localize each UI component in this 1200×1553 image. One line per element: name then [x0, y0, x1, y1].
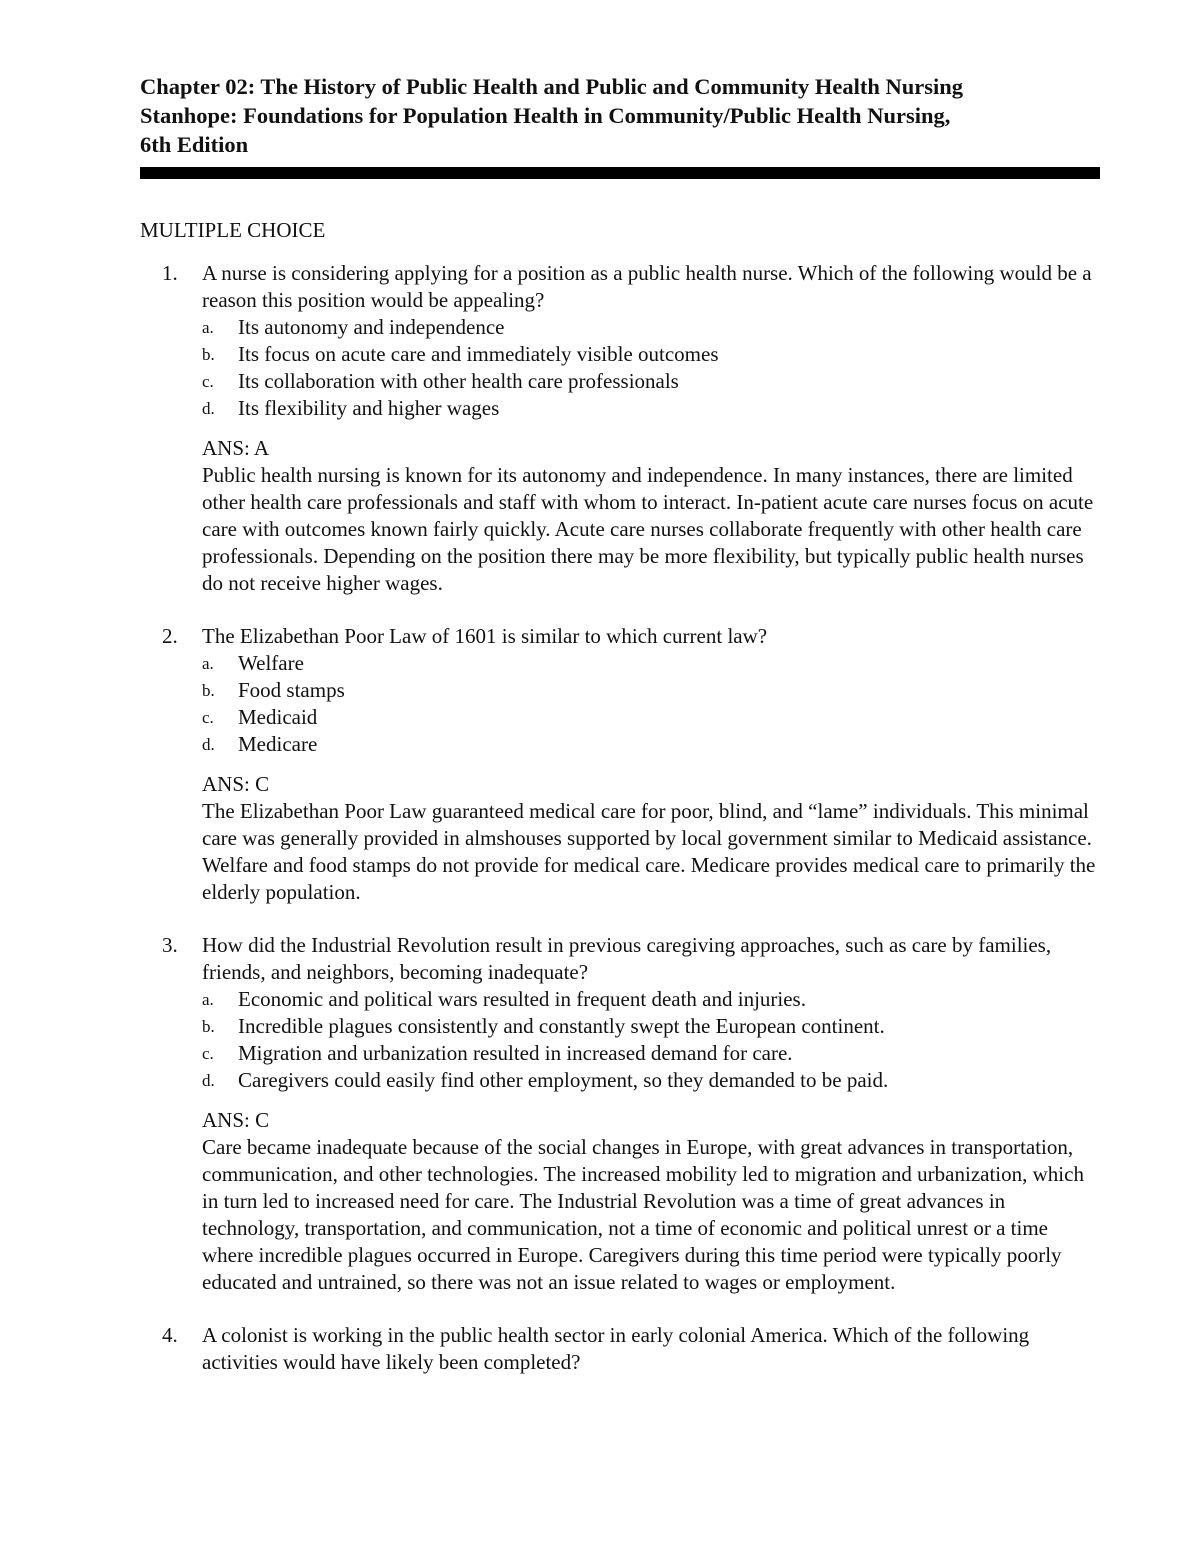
option-letter: c.: [202, 372, 214, 391]
answer-options: [202, 314, 1100, 422]
section-heading: MULTIPLE CHOICE: [140, 218, 326, 242]
option-letter: c.: [202, 1044, 214, 1063]
question-1: [140, 260, 1100, 597]
option-b: [202, 677, 1100, 704]
option-letter: b.: [202, 345, 215, 364]
answer-rationale: Care became inadequate because of the social changes in Europe, with great advances in transportation, communication, and other technologies. The increased mobility led to migration and urbanization, which in turn led to increased need for care. The Industrial Revolution was a time of great advances in technology, transportation, and communication, not a time of economic and political unrest or a time where incredible plagues occurred in Europe. Caregivers during this time period were typically poorly educated and untrained, so there was not an issue related to wages or employment.: [202, 1135, 1084, 1294]
chapter-title: Chapter 02: The History of Public Health and Public and Community Health Nursing: [140, 74, 963, 99]
option-letter: b.: [202, 681, 215, 700]
question-number: 3.: [162, 933, 178, 957]
option-c: [202, 368, 1100, 395]
answer-options: [202, 650, 1100, 758]
option-c: [202, 1040, 1100, 1067]
question-3: [140, 932, 1100, 1296]
book-title: Stanhope: Foundations for Population Health in Community/Public Health Nursing,: [140, 103, 951, 128]
question-spacer: [140, 1296, 1100, 1322]
option-a: [202, 314, 1100, 341]
option-text: Its autonomy and independence: [238, 315, 505, 339]
option-b: [202, 341, 1100, 368]
document-header: [140, 72, 1100, 159]
question-stem: How did the Industrial Revolution result in previous caregiving approaches, such as care by families, friends, and neighbors, becoming inadequate?: [202, 933, 1052, 984]
option-letter: a.: [202, 654, 214, 673]
option-text: Migration and urbanization resulted in increased demand for care.: [238, 1041, 793, 1065]
question-number: 4.: [162, 1323, 178, 1347]
answer-block: [202, 771, 1100, 906]
question-spacer: [140, 906, 1100, 932]
option-text: Caregivers could easily find other employment, so they demanded to be paid.: [238, 1068, 889, 1092]
option-letter: d.: [202, 399, 215, 418]
option-text: Incredible plagues consistently and constantly swept the European continent.: [238, 1014, 885, 1038]
question-4: [140, 1322, 1100, 1376]
answer-rationale: The Elizabethan Poor Law guaranteed medical care for poor, blind, and “lame” individuals. This minimal care was generally provided in almshouses supported by local government similar to Medicaid assistance. Welfare and food stamps do not provide for medical care. Medicare provides medical care to primarily the elderly population.: [202, 799, 1096, 904]
question-spacer: [140, 597, 1100, 623]
option-d: [202, 1067, 1100, 1094]
question-stem: A colonist is working in the public health sector in early colonial America. Which of the following activities would have likely been completed?: [202, 1323, 1030, 1374]
answer-rationale: Public health nursing is known for its autonomy and independence. In many instances, there are limited other health care professionals and staff with whom to interact. In-patient acute care nurses focus on acute care with outcomes known fairly quickly. Acute care nurses collaborate frequently with other health care professionals. Depending on the position there may be more flexibility, but typically public health nurses do not receive higher wages.: [202, 463, 1094, 595]
option-text: Welfare: [238, 651, 304, 675]
question-2: [140, 623, 1100, 906]
option-text: Medicare: [238, 732, 318, 756]
option-letter: a.: [202, 318, 214, 337]
option-a: [202, 986, 1100, 1013]
answer-key: ANS: C: [202, 1108, 270, 1132]
option-c: [202, 704, 1100, 731]
option-text: Its focus on acute care and immediately visible outcomes: [238, 342, 719, 366]
answer-key: ANS: C: [202, 772, 270, 796]
question-number: 1.: [162, 261, 178, 285]
option-text: Its flexibility and higher wages: [238, 396, 500, 420]
answer-options: [202, 986, 1100, 1094]
option-b: [202, 1013, 1100, 1040]
header-divider: [140, 167, 1100, 179]
answer-key: ANS: A: [202, 436, 270, 460]
option-d: [202, 731, 1100, 758]
option-text: Food stamps: [238, 678, 345, 702]
option-letter: a.: [202, 990, 214, 1009]
option-text: Its collaboration with other health care professionals: [238, 369, 679, 393]
option-letter: b.: [202, 1017, 215, 1036]
option-d: [202, 395, 1100, 422]
option-letter: d.: [202, 1071, 215, 1090]
question-stem: The Elizabethan Poor Law of 1601 is similar to which current law?: [202, 624, 768, 648]
document-page: [140, 72, 1100, 1376]
option-letter: c.: [202, 708, 214, 727]
option-text: Economic and political wars resulted in frequent death and injuries.: [238, 987, 806, 1011]
answer-block: [202, 1107, 1100, 1296]
option-letter: d.: [202, 735, 215, 754]
question-number: 2.: [162, 624, 178, 648]
answer-block: [202, 435, 1100, 597]
option-a: [202, 650, 1100, 677]
book-edition: 6th Edition: [140, 132, 249, 157]
option-text: Medicaid: [238, 705, 318, 729]
question-stem: A nurse is considering applying for a position as a public health nurse. Which of the following would be a reason this position would be appealing?: [202, 261, 1092, 312]
